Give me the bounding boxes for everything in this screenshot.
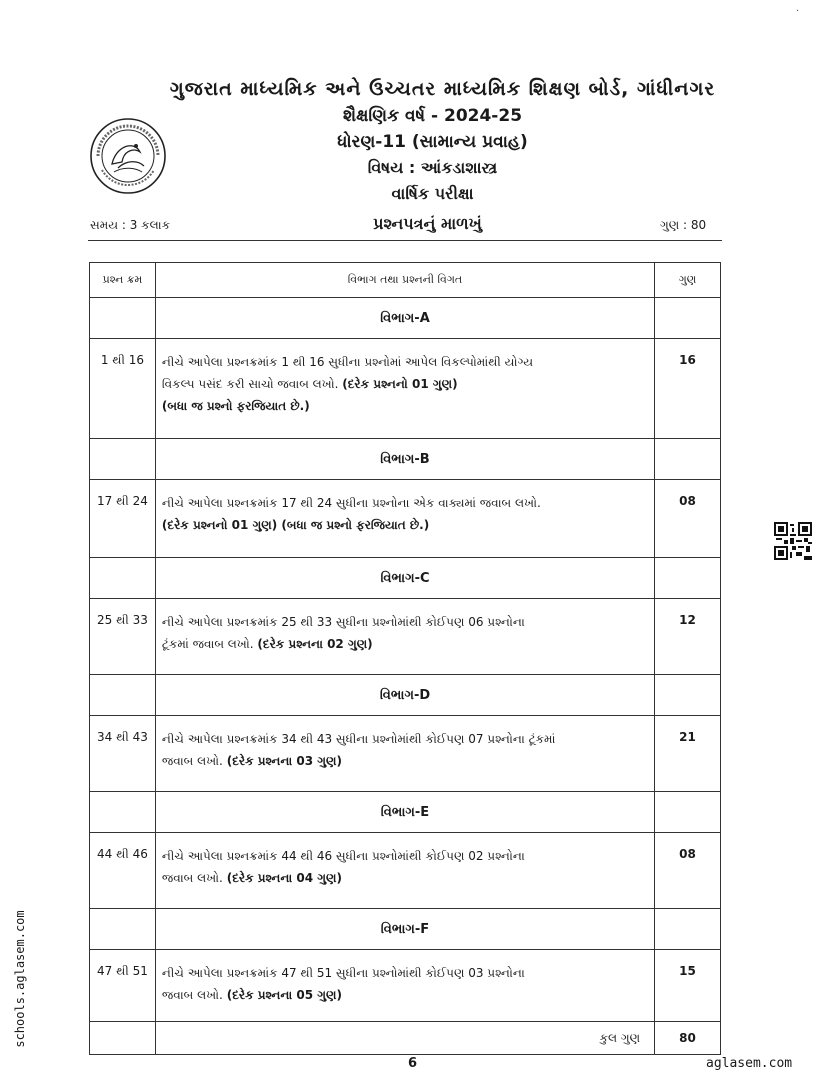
- question-range: 44 થી 46: [90, 833, 156, 909]
- section-title-row: [90, 558, 721, 599]
- section-title: વિભાગ-A: [155, 298, 654, 339]
- section-description: [155, 339, 654, 439]
- desc-line: [162, 633, 648, 655]
- desc-text: જવાબ લખો.: [161, 754, 223, 768]
- table-row: [90, 480, 721, 558]
- desc-line: નીચે આપેલા પ્રશ્નક્રમાંક 17 થી 24 સુધીના પ્રશ્નોના એક વાક્યમાં જવાબ લખો.: [161, 496, 541, 510]
- subject: વિષય : આંકડાશાસ્ત્ર: [367, 158, 498, 177]
- empty-cell: [90, 909, 156, 950]
- section-description: [155, 599, 654, 675]
- empty-cell: [655, 909, 721, 950]
- desc-line: [162, 984, 648, 1006]
- empty-cell: [655, 792, 721, 833]
- table-row: [90, 833, 721, 909]
- empty-cell: [655, 439, 721, 480]
- empty-cell: [655, 558, 721, 599]
- col-header-desc: વિભાગ તથા પ્રશ્નની વિગત: [155, 263, 654, 298]
- section-marks: 16: [655, 339, 721, 439]
- section-marks: 15: [655, 950, 721, 1022]
- desc-text: ટૂંકમાં જવાબ લખો.: [161, 637, 254, 651]
- empty-cell: [90, 675, 156, 716]
- col-header-qno: પ્રશ્ન ક્રમ: [90, 263, 156, 298]
- desc-line: નીચે આપેલા પ્રશ્નક્રમાંક 47 થી 51 સુધીના પ્રશ્નોમાંથી કોઈપણ 03 પ્રશ્નોના: [161, 966, 525, 980]
- question-range: 1 થી 16: [90, 339, 156, 439]
- table-header-row: [90, 263, 721, 298]
- section-title-row: [90, 909, 721, 950]
- section-description: [155, 480, 654, 558]
- section-description: [155, 950, 654, 1022]
- section-title-row: [90, 675, 721, 716]
- total-row: [90, 1022, 721, 1055]
- desc-line: [162, 514, 648, 536]
- section-title: વિભાગ-C: [155, 558, 654, 599]
- standard: ધોરણ-11 (સામાન્ય પ્રવાહ): [337, 132, 528, 152]
- board-name: ગુજરાત માધ્યમિક અને ઉચ્ચતર માધ્યમિક શિક્ષણ બોર્ડ, ગાંધીનગર: [169, 78, 716, 100]
- marks-note: (દરેક પ્રશ્નના 04 ગુણ): [226, 871, 342, 885]
- total-label: કુલ ગુણ: [155, 1022, 654, 1055]
- empty-cell: [655, 675, 721, 716]
- empty-cell: [90, 558, 156, 599]
- section-title-row: [90, 439, 721, 480]
- corner-mark: ·: [796, 6, 800, 17]
- desc-line: નીચે આપેલા પ્રશ્નક્રમાંક 44 થી 46 સુધીના પ્રશ્નોમાંથી કોઈપણ 02 પ્રશ્નોના: [161, 849, 525, 863]
- watermark-site-left: schools.aglasem.com: [13, 910, 27, 1048]
- table-row: [90, 950, 721, 1022]
- section-title: વિભાગ-F: [155, 909, 654, 950]
- empty-cell: [90, 298, 156, 339]
- empty-cell: [655, 298, 721, 339]
- desc-line: નીચે આપેલા પ્રશ્નક્રમાંક 34 થી 43 સુધીના પ્રશ્નોમાંથી કોઈપણ 07 પ્રશ્નોના ટૂંકમાં: [161, 732, 556, 746]
- desc-text: જવાબ લખો.: [161, 988, 223, 1002]
- question-range: 47 થી 51: [90, 950, 156, 1022]
- section-title: વિભાગ-E: [155, 792, 654, 833]
- paper-structure-title: પ્રશ્નપત્રનું માળખું: [373, 214, 482, 233]
- table-row: [90, 339, 721, 439]
- section-title: વિભાગ-D: [155, 675, 654, 716]
- marks-note: (દરેક પ્રશ્નનો 01 ગુણ): [342, 377, 458, 391]
- marks-note: (દરેક પ્રશ્નનો 01 ગુણ): [161, 518, 278, 532]
- section-title: વિભાગ-B: [155, 439, 654, 480]
- marks-note: (દરેક પ્રશ્નના 03 ગુણ): [226, 754, 342, 768]
- empty-cell: [90, 439, 156, 480]
- compulsory-note: (બધા જ પ્રશ્નો ફરજિયાત છે.): [281, 518, 430, 532]
- academic-year: શૈક્ષણિક વર્ષ - 2024-25: [342, 106, 523, 126]
- header-rule: [88, 240, 722, 241]
- qr-code-icon: [774, 522, 812, 560]
- compulsory-note: (બધા જ પ્રશ્નો ફરજિયાત છે.): [161, 399, 310, 413]
- total-marks-header: ગુણ : 80: [660, 218, 707, 232]
- section-description: [155, 833, 654, 909]
- question-range: 25 થી 33: [90, 599, 156, 675]
- section-marks: 12: [655, 599, 721, 675]
- empty-cell: [90, 1022, 156, 1055]
- table-row: [90, 716, 721, 792]
- marks-note: (દરેક પ્રશ્નના 05 ગુણ): [226, 988, 342, 1002]
- page-number: 6: [407, 1056, 418, 1071]
- desc-line: [162, 750, 648, 772]
- watermark-site-right: aglasem.com: [706, 1056, 793, 1071]
- section-title-row: [90, 298, 721, 339]
- exam-name: વાર્ષિક પરીક્ષા: [391, 184, 474, 203]
- time-duration: સમય : 3 કલાક: [90, 218, 171, 232]
- desc-text: વિકલ્પ પસંદ કરી સાચો જવાબ લખો.: [161, 377, 339, 391]
- desc-line: નીચે આપેલા પ્રશ્નક્રમાંક 1 થી 16 સુધીના પ્રશ્નોમાં આપેલ વિકલ્પોમાંથી યોગ્ય: [161, 355, 534, 369]
- col-header-marks: ગુણ: [655, 263, 721, 298]
- table-row: [90, 599, 721, 675]
- desc-line: [162, 867, 648, 889]
- question-range: 17 થી 24: [90, 480, 156, 558]
- section-marks: 08: [655, 480, 721, 558]
- total-value: 80: [655, 1022, 721, 1055]
- section-title-row: [90, 792, 721, 833]
- question-range: 34 થી 43: [90, 716, 156, 792]
- marks-note: (દરેક પ્રશ્નના 02 ગુણ): [257, 637, 373, 651]
- empty-cell: [90, 792, 156, 833]
- section-marks: 08: [655, 833, 721, 909]
- section-description: [155, 716, 654, 792]
- desc-text: જવાબ લખો.: [161, 871, 223, 885]
- section-marks: 21: [655, 716, 721, 792]
- desc-line: [162, 373, 648, 395]
- structure-table: [89, 262, 721, 1055]
- desc-line: નીચે આપેલા પ્રશ્નક્રમાંક 25 થી 33 સુધીના પ્રશ્નોમાંથી કોઈપણ 06 પ્રશ્નોના: [161, 615, 525, 629]
